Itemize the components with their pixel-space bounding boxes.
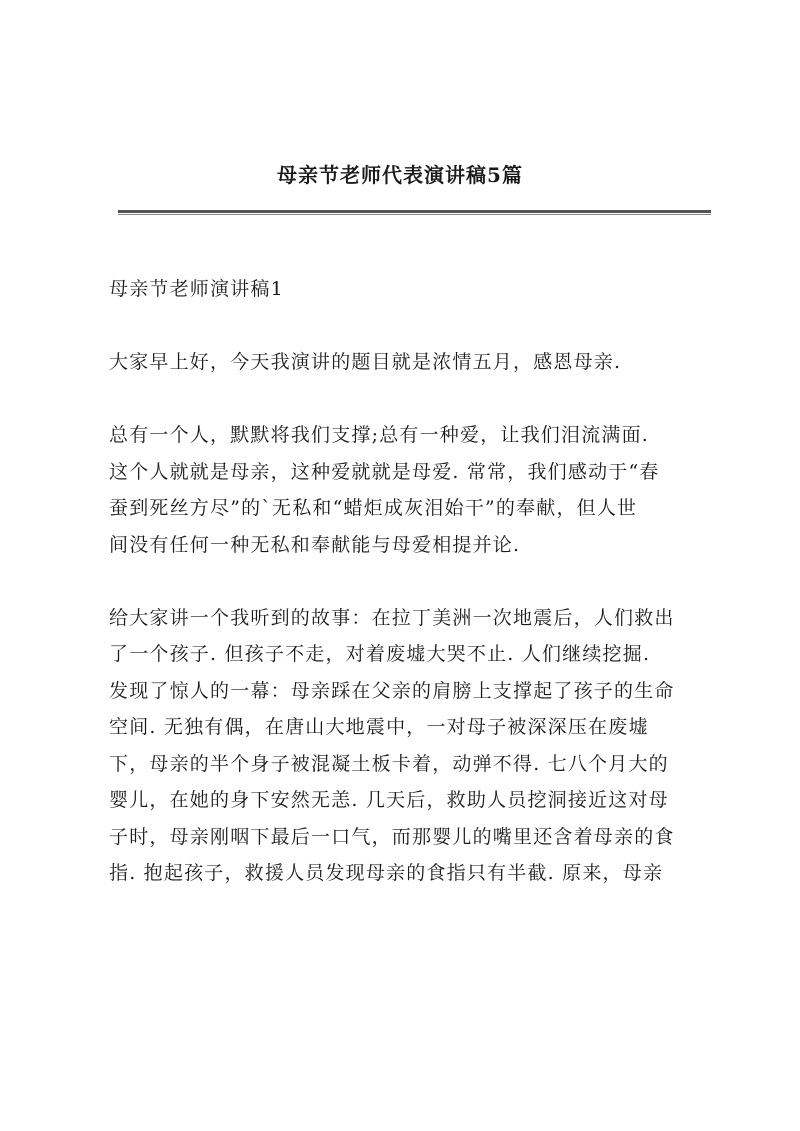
paragraph-gap — [109, 563, 709, 600]
paragraph-3-line: 了一个孩子. 但孩子不走，对着废墟大哭不止. 人们继续挖掘. — [109, 643, 651, 665]
title-divider — [118, 210, 711, 213]
paragraph-3-line: 婴儿，在她的身下安然无恙. 几天后，救助人员挖洞接近这对母 — [109, 789, 669, 811]
paragraph-gap — [109, 308, 709, 345]
paragraph-3-line: 指. 抱起孩子，救援人员发现母亲的食指只有半截. 原来，母亲 — [109, 862, 664, 884]
paragraph-2-line: 这个人就就是母亲，这种爱就就是母爱. 常常，我们感动于“春 — [109, 460, 660, 483]
paragraph-3-line: 子时，母亲刚咽下最后一口气，而那婴儿的嘴里还含着母亲的食 — [109, 825, 675, 848]
paragraph-2-line: 蚕到死丝方尽”的`无私和“蜡炬成灰泪始干”的奉献，但人世 — [109, 497, 638, 519]
paragraph-gap — [109, 381, 709, 418]
paragraph-2-line: 间没有任何一种无私和奉献能与母爱相提并论. — [109, 533, 521, 556]
title-divider-thin — [118, 214, 711, 215]
paragraph-3-line: 给大家讲一个我听到的故事：在拉丁美洲一次地震后，人们救出 — [109, 606, 675, 629]
section-heading: 母亲节老师演讲稿1 — [109, 278, 284, 300]
paragraph-3-line: 发现了惊人的一幕：母亲踩在父亲的肩膀上支撑起了孩子的生命 — [109, 679, 675, 702]
paragraph-3-line: 下，母亲的半个身子被混凝土板卡着，动弹不得. 七八个月大的 — [109, 752, 669, 775]
document-title: 母亲节老师代表演讲稿5篇 — [277, 163, 523, 187]
paragraph-2-line: 总有一个人，默默将我们支撑;总有一种爱，让我们泪流满面. — [109, 424, 650, 446]
paragraph-3-line: 空间. 无独有偶，在唐山大地震中，一对母子被深深压在废墟 — [109, 716, 649, 738]
document-body — [109, 271, 709, 892]
paragraph-1-line: 大家早上好，今天我演讲的题目就是浓情五月，感恩母亲. — [109, 351, 622, 373]
